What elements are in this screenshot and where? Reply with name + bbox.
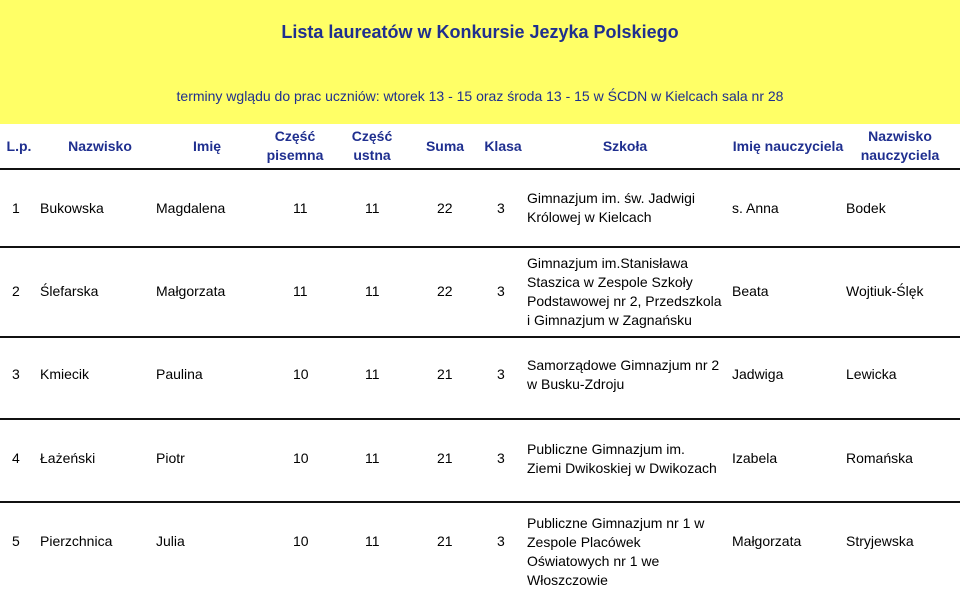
cell-imie-nauczyciela: Jadwiga bbox=[732, 366, 784, 382]
cell-ustna: 11 bbox=[365, 450, 380, 466]
cell-lp: 3 bbox=[12, 366, 20, 382]
cell-klasa: 3 bbox=[497, 366, 505, 382]
cell-szkola: Gimnazjum im. św. Jadwigi Królowej w Kielcach bbox=[527, 190, 696, 225]
cell-klasa: 3 bbox=[497, 533, 505, 549]
cell-szkola: Publiczne Gimnazjum im. Ziemi Dwikoskiej w Dwikozach bbox=[527, 441, 717, 476]
col-header-imie: Imię bbox=[192, 138, 221, 154]
col-header-lp: L.p. bbox=[6, 138, 32, 154]
cell-nazwisko-nauczyciela: Bodek bbox=[846, 200, 886, 216]
cell-klasa: 3 bbox=[497, 200, 505, 216]
col-header-ustna-line1: Część bbox=[351, 128, 393, 144]
cell-nazwisko: Bukowska bbox=[40, 200, 104, 216]
cell-imie: Magdalena bbox=[156, 200, 226, 216]
cell-imie-nauczyciela: s. Anna bbox=[732, 200, 779, 216]
table-divider bbox=[0, 336, 960, 338]
cell-pisemna: 10 bbox=[293, 366, 309, 382]
cell-imie-nauczyciela: Małgorzata bbox=[732, 533, 802, 549]
cell-imie: Julia bbox=[156, 533, 185, 549]
cell-ustna: 11 bbox=[365, 283, 380, 299]
col-header-nazwisko: Nazwisko bbox=[68, 138, 132, 154]
cell-szkola: Samorządowe Gimnazjum nr 2 w Busku-Zdroju bbox=[527, 357, 720, 392]
cell-suma: 22 bbox=[437, 200, 453, 216]
cell-lp: 2 bbox=[12, 283, 20, 299]
cell-suma: 22 bbox=[437, 283, 453, 299]
col-header-ustna-line2: ustna bbox=[353, 147, 391, 163]
cell-suma: 21 bbox=[437, 450, 453, 466]
cell-lp: 4 bbox=[12, 450, 20, 466]
cell-imie: Paulina bbox=[156, 366, 203, 382]
col-header-pisemna-line2: pisemna bbox=[266, 147, 324, 163]
cell-pisemna: 10 bbox=[293, 533, 309, 549]
cell-szkola: Publiczne Gimnazjum nr 1 w Zespole Placówek Oświatowych nr 1 we Włoszczowie bbox=[527, 515, 705, 588]
cell-nazwisko: Ślefarska bbox=[40, 283, 99, 299]
cell-nazwisko: Kmiecik bbox=[40, 366, 90, 382]
cell-suma: 21 bbox=[437, 533, 453, 549]
col-header-klasa: Klasa bbox=[484, 138, 522, 154]
table-divider bbox=[0, 501, 960, 503]
page-subtitle: terminy wglądu do prac uczniów: wtorek 13 - 15 oraz środa 13 - 15 w ŚCDN w Kielcach sala nr 28 bbox=[176, 88, 784, 104]
col-header-nazwisko-nauczyciela-line2: nauczyciela bbox=[860, 147, 940, 163]
cell-nazwisko-nauczyciela: Romańska bbox=[846, 450, 913, 466]
cell-klasa: 3 bbox=[497, 283, 505, 299]
cell-imie-nauczyciela: Izabela bbox=[732, 450, 778, 466]
page-title: Lista laureatów w Konkursie Jezyka Polskiego bbox=[281, 22, 679, 42]
col-header-pisemna bbox=[260, 127, 330, 165]
cell-ustna: 11 bbox=[365, 366, 380, 382]
cell-ustna: 11 bbox=[365, 533, 380, 549]
cell-lp: 5 bbox=[12, 533, 20, 549]
cell-nazwisko-nauczyciela: Wojtiuk-Ślęk bbox=[846, 283, 924, 299]
col-header-pisemna-line1: Część bbox=[274, 128, 316, 144]
col-header-suma: Suma bbox=[425, 138, 465, 154]
cell-szkola: Gimnazjum im.Stanisława Staszica w Zespole Szkoły Podstawowej nr 2, Przedszkola i Gimnazjum w Zagnańsku bbox=[527, 255, 722, 328]
cell-nazwisko: Łażeński bbox=[40, 450, 96, 466]
col-header-ustna bbox=[342, 127, 402, 165]
table-divider bbox=[0, 246, 960, 248]
cell-lp: 1 bbox=[12, 200, 20, 216]
col-header-nazwisko-nauczyciela bbox=[850, 127, 950, 165]
cell-nazwisko: Pierzchnica bbox=[40, 533, 113, 549]
table-divider bbox=[0, 168, 960, 170]
cell-pisemna: 11 bbox=[293, 283, 308, 299]
col-header-nazwisko-nauczyciela-line1: Nazwisko bbox=[868, 128, 932, 144]
cell-klasa: 3 bbox=[497, 450, 505, 466]
table-divider bbox=[0, 418, 960, 420]
cell-imie-nauczyciela: Beata bbox=[732, 283, 769, 299]
cell-suma: 21 bbox=[437, 366, 453, 382]
cell-pisemna: 10 bbox=[293, 450, 309, 466]
cell-nazwisko-nauczyciela: Stryjewska bbox=[846, 533, 914, 549]
cell-ustna: 11 bbox=[365, 200, 380, 216]
col-header-szkola: Szkoła bbox=[602, 138, 648, 154]
col-header-imie-nauczyciela: Imię nauczyciela bbox=[732, 138, 844, 154]
cell-imie: Małgorzata bbox=[156, 283, 226, 299]
cell-imie: Piotr bbox=[156, 450, 185, 466]
cell-nazwisko-nauczyciela: Lewicka bbox=[846, 366, 897, 382]
cell-pisemna: 11 bbox=[293, 200, 308, 216]
